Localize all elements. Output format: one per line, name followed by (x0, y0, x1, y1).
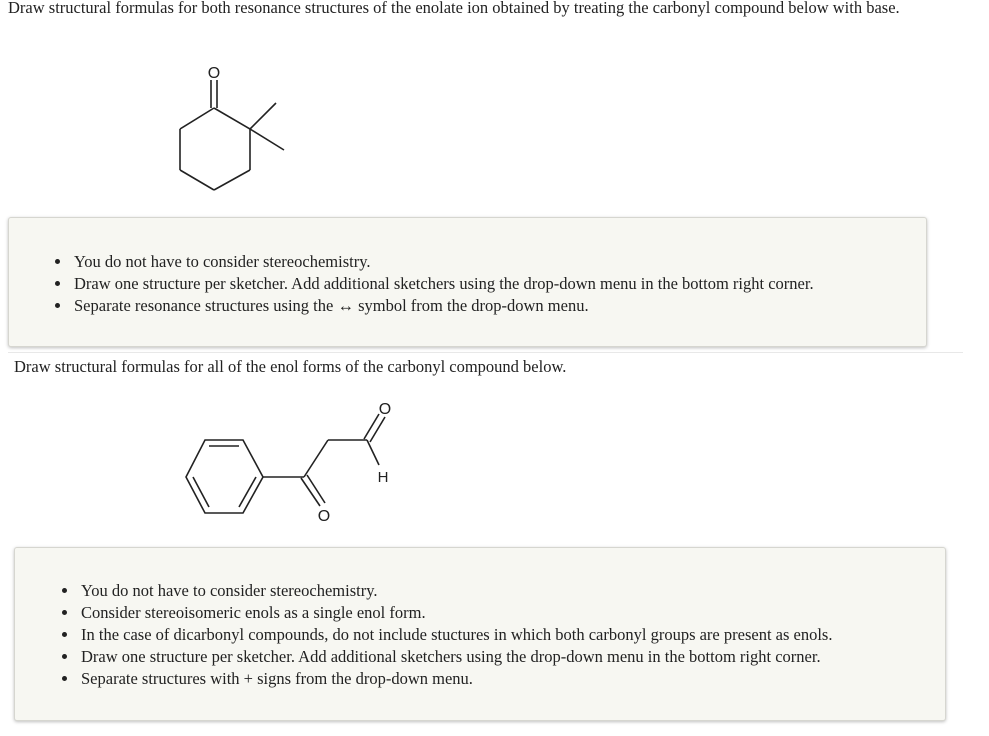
note-item: • Draw one structure per sketcher. Add additional sketchers using the drop-down menu in the bottom right corner. (72, 273, 926, 295)
aldehyde-hydrogen-label: H (377, 469, 389, 486)
note-item: • In the case of dicarbonyl compounds, do not include stuctures in which both carbonyl groups are present as enols. (79, 624, 945, 646)
aldehyde-oxygen-label: O (378, 401, 392, 418)
note-item: • You do not have to consider stereochemistry. (72, 251, 926, 273)
note-item: • Separate structures with + signs from the drop-down menu. (79, 668, 945, 690)
instructions-box-2 (14, 547, 946, 721)
question-1-prompt: Draw structural formulas for both resonance structures of the enolate ion obtained by treating the carbonyl compound below with base. (8, 0, 900, 17)
note-item: • Consider stereoisomeric enols as a single enol form. (79, 602, 945, 624)
note-item: • You do not have to consider stereochemistry. (79, 580, 945, 602)
question-2-prompt: Draw structural formulas for all of the enol forms of the carbonyl compound below. (14, 357, 567, 376)
molecule-1-dimethylcyclohexanone (170, 60, 300, 195)
note-item: • Separate resonance structures using the ↔ symbol from the drop-down menu. (72, 295, 926, 317)
molecule-2-phenyl-ketoaldehyde (180, 395, 410, 525)
note-item: • Draw one structure per sketcher. Add additional sketchers using the drop-down menu in the bottom right corner. (79, 646, 945, 668)
section-divider (8, 352, 963, 353)
oxygen-label: O (207, 65, 221, 82)
ketone-oxygen-label: O (317, 508, 331, 525)
instructions-box-1 (8, 217, 927, 347)
